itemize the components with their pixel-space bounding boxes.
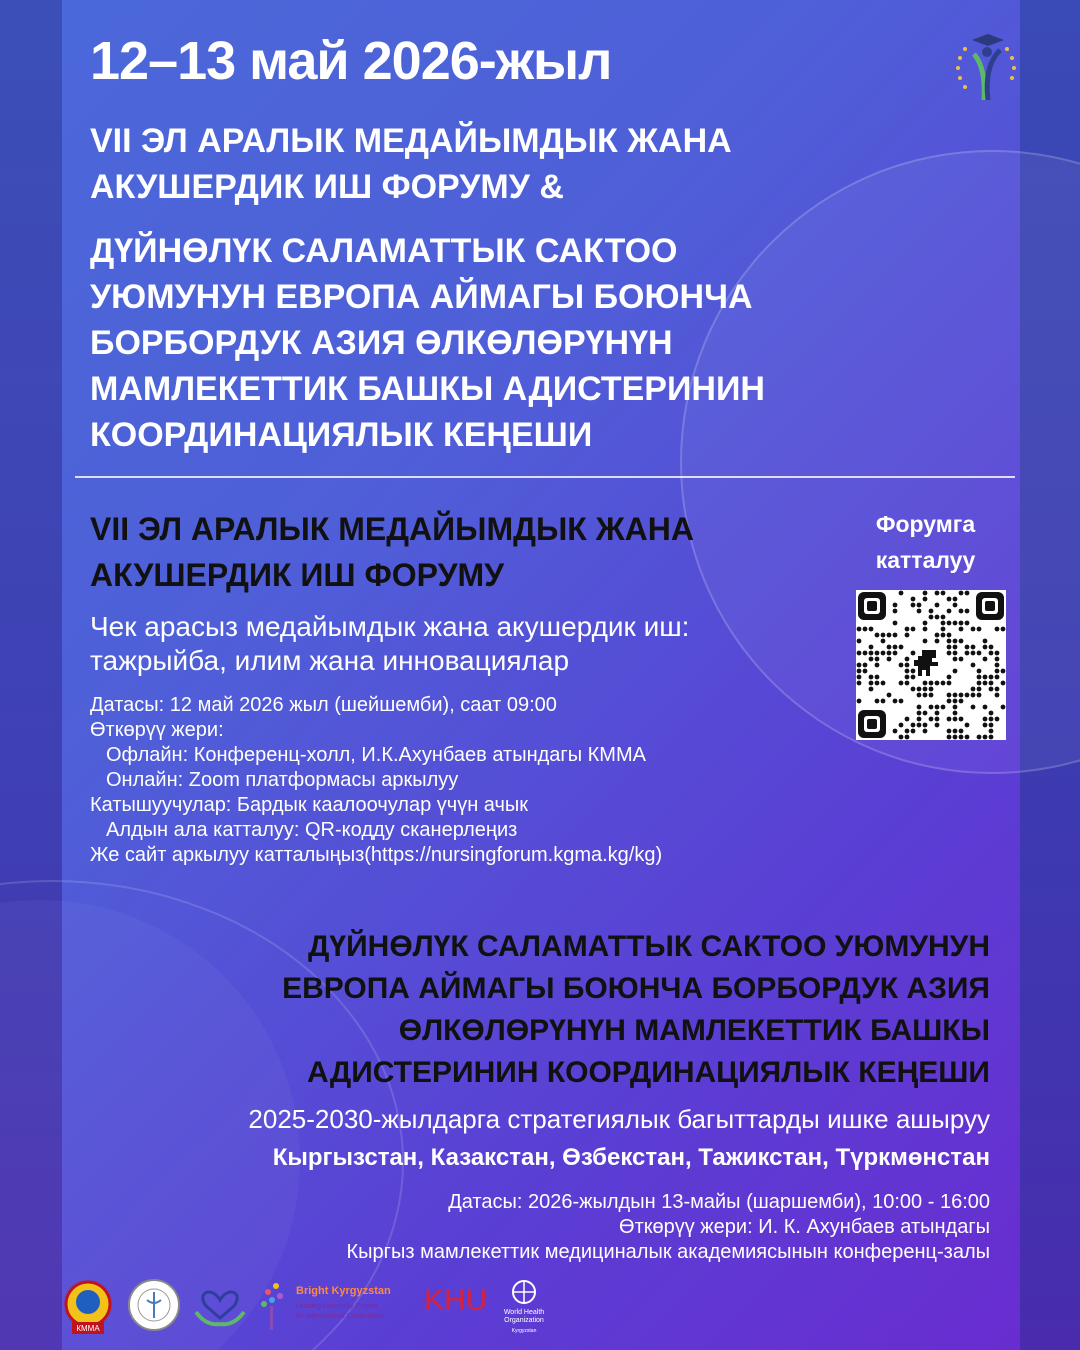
forum-details (90, 693, 850, 868)
council-section-title (230, 926, 990, 1094)
council-heading (90, 228, 950, 458)
who-text: Kyrgyzstan (511, 1328, 537, 1334)
forum-section-title-line: АКУШЕРДИК ИШ ФОРУМУ (90, 557, 505, 593)
council-venue-text: Кыргыз мамлекеттик медициналык академиясынын конференц-залы (346, 1241, 990, 1263)
association-seal-icon (127, 1278, 181, 1332)
bright-kyrgyzstan-title: Bright Kyrgyzstan (296, 1285, 391, 1297)
kgma-logo-text: КММА (76, 1324, 100, 1333)
council-subtitle: 2025-2030-жылдарга стратегиялык багыттарды ишке ашыруу (248, 1104, 990, 1134)
divider (75, 476, 1015, 478)
council-heading-line: КООРДИНАЦИЯЛЫК КЕҢЕШИ (90, 416, 593, 454)
bright-kyrgyzstan-sub: for International Cooperation (296, 1313, 385, 1320)
council-heading-line: ДҮЙНӨЛҮК САЛАМАТТЫК САКТОО (90, 232, 678, 270)
forum-heading-line: АКУШЕРДИК ИШ ФОРУМУ & (90, 168, 564, 206)
heart-hands-icon (192, 1278, 248, 1328)
forum-venue-online: Онлайн: Zoom платформасы аркылуу (106, 769, 459, 791)
who-logo (494, 1278, 554, 1338)
forum-subtitle-line: тажрыйба, илим жана инновациялар (90, 645, 570, 676)
nursing-logo-icon (950, 28, 1022, 108)
forum-participants: Катышуучулар: Бардык каалоочулар үчүн ачык (90, 794, 529, 816)
forum-venue-offline: Офлайн: Конференц-холл, И.К.Ахунбаев атындагы КММА (106, 744, 646, 766)
forum-heading-line: VII ЭЛ АРАЛЫК МЕДАЙЫМДЫК ЖАНА (90, 122, 732, 160)
who-text: Organization (504, 1317, 544, 1324)
council-section-title-line: АДИСТЕРИНИН КООРДИНАЦИЯЛЫК КЕҢЕШИ (307, 1056, 990, 1089)
forum-venue-label: Өткөрүү жери: (90, 719, 224, 741)
council-section-title-line: ДҮЙНӨЛҮК САЛАМАТТЫК САКТОО УЮМУНУН (308, 930, 990, 963)
registration-label-line: Форумга (875, 511, 976, 537)
council-heading-line: БОРБОРДУК АЗИЯ ӨЛКӨЛӨРҮНҮН (90, 324, 673, 362)
khu-logo (422, 1278, 488, 1318)
who-text: World Health (503, 1309, 545, 1316)
partner-logos (62, 1278, 562, 1342)
khu-logo-text: KHU (424, 1284, 488, 1317)
council-venue-text: Өткөрүү жери: И. К. Ахунбаев атындагы (619, 1216, 990, 1238)
forum-date-text: Датасы: 12 май 2026 жыл (шейшемби), саат 09:00 (90, 694, 557, 716)
registration-label-line: катталуу (875, 547, 976, 573)
council-details (90, 1190, 990, 1265)
bright-kyrgyzstan-logo (258, 1278, 408, 1334)
council-section-title-line: ӨЛКӨЛӨРҮНҮН МАМЛЕКЕТТИК БАШКЫ (398, 1014, 990, 1047)
forum-subtitle-line: Чек арасыз медайымдык жана акушердик иш: (90, 611, 690, 642)
forum-section-title-line: VII ЭЛ АРАЛЫК МЕДАЙЫМДЫК ЖАНА (90, 511, 694, 547)
council-countries: Кыргызстан, Казакстан, Өзбекстан, Тажикстан, Түркмөнстан (272, 1144, 990, 1171)
council-date-text: Датасы: 2026-жылдын 13-майы (шаршемби), 10:00 - 16:00 (448, 1191, 990, 1213)
council-heading-line: УЮМУНУН ЕВРОПА АЙМАГЫ БОЮНЧА (90, 278, 753, 316)
event-date: 12–13 май 2026-жыл (90, 31, 612, 91)
kgma-logo-icon (62, 1278, 114, 1336)
forum-subtitle (90, 610, 830, 678)
council-heading-line: МАМЛЕКЕТТИК БАШКЫ АДИСТЕРИНИН (90, 370, 765, 408)
forum-website-link[interactable]: Же сайт аркылуу катталыңыз(https://nursingforum.kgma.kg/kg) (90, 844, 663, 866)
forum-preregistration: Алдын ала катталуу: QR-кодду сканерлеңиз (106, 819, 518, 841)
forum-heading (90, 118, 910, 210)
council-section-title-line: ЕВРОПА АЙМАГЫ БОЮНЧА БОРБОРДУК АЗИЯ (282, 972, 990, 1005)
forum-section-title (90, 506, 810, 598)
registration-qr-code[interactable] (856, 590, 1006, 740)
bright-kyrgyzstan-sub: Leading University Project (296, 1303, 378, 1310)
registration-label (858, 506, 993, 578)
